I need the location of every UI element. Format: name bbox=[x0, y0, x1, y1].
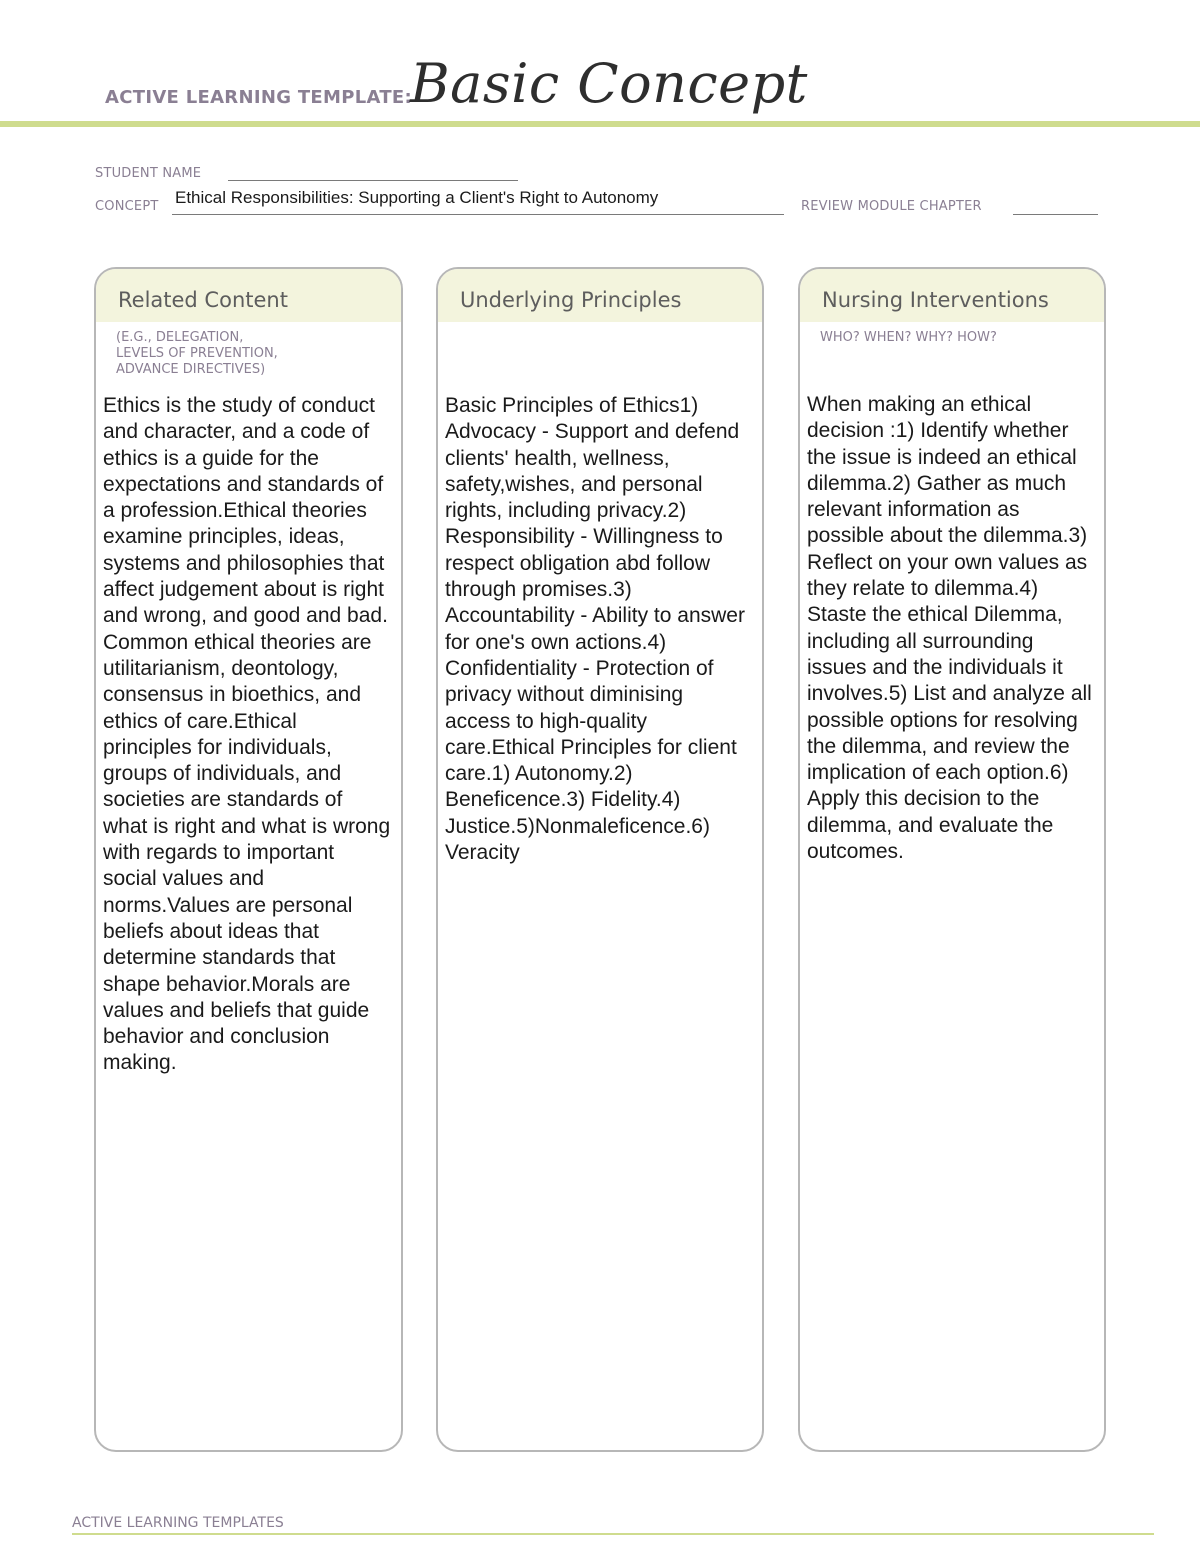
review-module-field[interactable] bbox=[1013, 214, 1098, 215]
panel-header bbox=[800, 269, 1104, 322]
review-module-label: REVIEW MODULE CHAPTER bbox=[801, 199, 982, 214]
footer-divider bbox=[72, 1533, 1154, 1535]
nursing-interventions-text[interactable]: When making an ethical decision :1) Identify whether the issue is indeed an ethical dilemma.2) Gather as much relevant information as possible about the dilemma.3) Reflect on your own values as they relate to dilemma.4) Staste the ethical Dilemma, including all surrounding issues and the individuals it involves.5) List and analyze all possible options for resolving the dilemma, and review the implication of each option.6) Apply this decision to the dilemma, and evaluate the outcomes. bbox=[807, 393, 1092, 864]
related-content-text[interactable]: Ethics is the study of conduct and character, and a code of ethics is a guide for the expectations and standards of a profession.Ethical theories examine principles, ideas, systems and philosophies that affect judgement about is right and wrong, and good and bad. Common ethical theories are utilitarianism, deontology, consensus in bioethics, and ethics of care.Ethical principles for individuals, groups of individuals, and societies are standards of what is right and what is wrong with regards to important social values and norms.Values are personal beliefs about ideas that determine standards that shape behavior.Morals are values and beliefs that guide behavior and conclusion making. bbox=[103, 394, 391, 1075]
page-title: Basic Concept bbox=[410, 52, 808, 115]
student-name-label: STUDENT NAME bbox=[95, 166, 202, 181]
concept-label: CONCEPT bbox=[95, 199, 159, 214]
footer-label: ACTIVE LEARNING TEMPLATES bbox=[72, 1515, 284, 1531]
underlying-principles-title: Underlying Principles bbox=[460, 288, 682, 312]
related-content-panel bbox=[94, 267, 403, 1452]
related-content-title: Related Content bbox=[118, 288, 288, 312]
related-content-hint: (E.G., DELEGATION, LEVELS OF PREVENTION, ADVANCE DIRECTIVES) bbox=[116, 330, 278, 377]
nursing-interventions-hint: WHO? WHEN? WHY? HOW? bbox=[820, 330, 997, 345]
student-name-field[interactable] bbox=[228, 180, 518, 181]
nursing-interventions-title: Nursing Interventions bbox=[822, 288, 1049, 312]
underlying-principles-panel bbox=[436, 267, 764, 1452]
panel-header bbox=[96, 269, 401, 322]
concept-value: Ethical Responsibilities: Supporting a Client's Right to Autonomy bbox=[175, 188, 659, 207]
underlying-principles-text[interactable]: Basic Principles of Ethics1) Advocacy - Support and defend clients' health, wellness, safety,wishes, and personal rights, including privacy.2) Responsibility - Willingness to respect obligation abd follow through promises.3) Accountability - Ability to answer for one's own actions.4) Confidentiality - Protection of privacy without diminising access to high-quality care.Ethical Principles for client care.1) Autonomy.2) Beneficence.3) Fidelity.4) Justice.5)Nonmaleficence.6) Veracity bbox=[445, 394, 745, 865]
panel-header bbox=[438, 269, 762, 322]
concept-field[interactable] bbox=[172, 214, 784, 215]
header-divider bbox=[0, 121, 1200, 127]
nursing-interventions-panel bbox=[798, 267, 1106, 1452]
template-type-label: ACTIVE LEARNING TEMPLATE: bbox=[105, 87, 412, 108]
